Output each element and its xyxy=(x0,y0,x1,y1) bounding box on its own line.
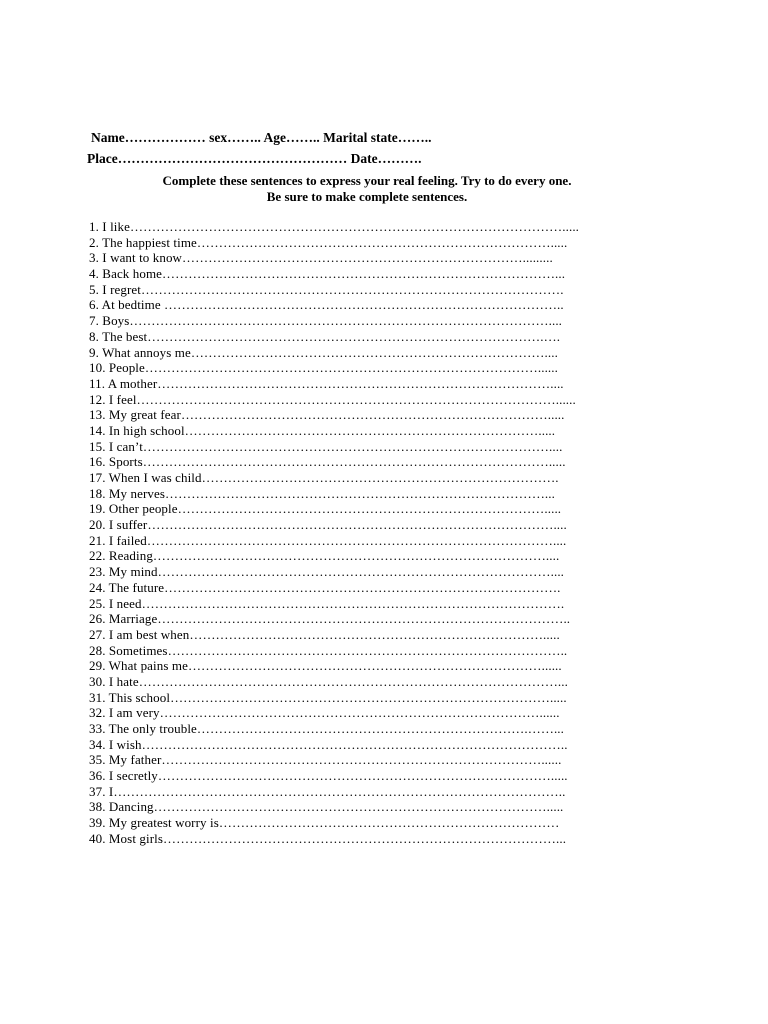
sentence-completion-list xyxy=(89,219,635,847)
sentence-item: 9. What annoys me……………………………………………………………………….... xyxy=(89,344,558,360)
sentence-item: 23. My mind……………………………………………………………………………….... xyxy=(89,564,565,580)
sentence-item: 28. Sometimes……………………………………………………………………………….. xyxy=(89,642,568,658)
sentence-item: 2. The happiest time………………………………………………………………………..... xyxy=(89,234,568,250)
sentence-item: 31. This school……………………………………………………………………………..... xyxy=(89,689,567,705)
sentence-item: 35. My father……………………………………………………………………………...... xyxy=(89,752,562,768)
sentence-item: 12. I feel……………………………………………………………………………………...... xyxy=(89,391,576,407)
sentence-item: 1. I like………………………………………………………………………………………..... xyxy=(89,219,580,234)
sentence-item: 33. The only trouble………………………………………………………………….……... xyxy=(89,721,565,736)
sentence-item: 30. I hate……………………………………………………………………………………... xyxy=(89,673,568,689)
sentence-item: 7. Boys…………………………………………………………………………………….... xyxy=(89,313,563,329)
sentence-item: 5. I regret……………………………………………………………………………………. xyxy=(89,281,564,297)
sentence-item: 29. What pains me………………………………………………………………………...... xyxy=(89,658,562,674)
sentence-item: 10. People………………………………………………………………………………...... xyxy=(89,360,558,376)
instruction-line-2: Be sure to make complete sentences. xyxy=(266,189,468,204)
instruction-line-1: Complete these sentences to express your real feeling. Try to do every one. xyxy=(162,173,572,188)
sentence-item: 37. I………………………………………………………………………………………….. xyxy=(89,783,566,799)
sentence-item: 15. I can’t………………………………………………………………………………….... xyxy=(89,438,563,454)
sentence-item: 32. I am very……………………………………………………………………………...... xyxy=(89,705,560,721)
sentence-item: 4. Back home………………………………………………………………………………... xyxy=(89,266,566,282)
name-sex-age-marital-line: Name……………… sex…….. Age…….. Marital state…….. xyxy=(91,130,432,145)
sentence-item: 39. My greatest worry is…………………………………………………………………… xyxy=(89,815,560,831)
sentence-item: 13. My great fear…………………………………………………………………………..... xyxy=(89,407,565,423)
sentence-item: 17. When I was child………………………………………………………………………. xyxy=(89,470,559,485)
sentence-item: 18. My nerves……………………………………………………………………………... xyxy=(89,485,555,501)
sentence-item: 22. Reading……………………………………………………………………………….... xyxy=(89,548,560,564)
sentence-item: 40. Most girls………………………………………………………………………………... xyxy=(89,830,567,846)
sentence-item: 11. A mother……………………………………………………………………………….... xyxy=(89,375,564,391)
sentence-item: 20. I suffer………………………………………………………………………………….... xyxy=(89,517,567,533)
sentence-item: 16. Sports…………………………………………………………………………………..... xyxy=(89,454,566,470)
sentence-item: 19. Other people…………………………………………………………………………..... xyxy=(89,501,562,517)
sentence-item: 14. In high school………………………………………………………………………..... xyxy=(89,422,556,438)
sentence-item: 3. I want to know……………………………………………………………………......... xyxy=(89,250,553,266)
sentence-item: 24. The future………………………………………………………………………………. xyxy=(89,579,561,595)
sentence-item: 26. Marriage………………………………………………………………………………….. xyxy=(89,611,571,627)
sentence-item: 25. I need……………………………………………………………………………………. xyxy=(89,595,565,611)
sentence-item: 36. I secretly………………………………………………………………………………..... xyxy=(89,768,568,784)
sentence-item: 38. Dancing………………………………………………………………………………..... xyxy=(89,799,564,815)
sentence-item: 6. At bedtime ……………………………………………………………………………….. xyxy=(89,297,564,313)
sentence-item: 34. I wish…………………………………………………………………………………….. xyxy=(89,736,568,752)
sentence-item: 21. I failed………………………………………………………………………………….... xyxy=(89,532,567,548)
sentence-item: 27. I am best when………………………………………………………………………..... xyxy=(89,626,560,642)
place-date-line: Place…………………………………………… Date………. xyxy=(87,151,422,166)
sentence-item: 8. The best……………………………………………………………………………….…. xyxy=(89,328,561,344)
